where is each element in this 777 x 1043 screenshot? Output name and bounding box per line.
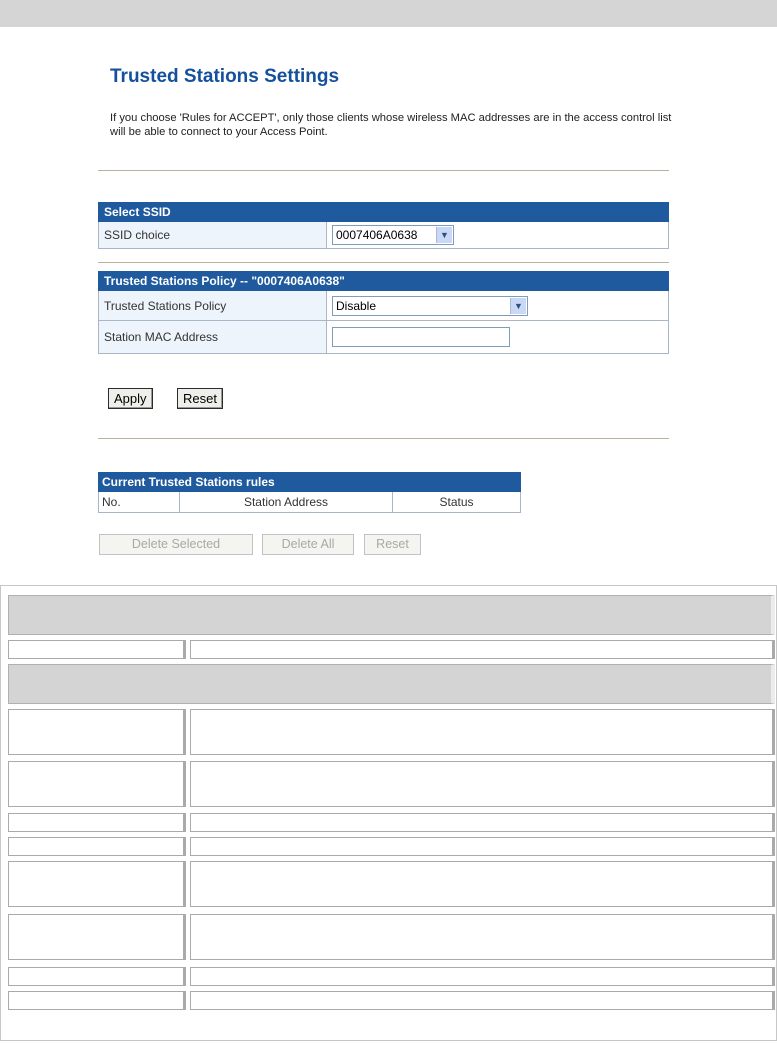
rules-table-header: Current Trusted Stations rules: [99, 473, 521, 492]
chevron-down-icon[interactable]: ▼: [510, 298, 526, 314]
mac-address-input[interactable]: [332, 327, 510, 347]
rules-reset-button[interactable]: Reset: [364, 534, 421, 555]
page-description: If you choose 'Rules for ACCEPT', only those clients whose wireless MAC addresses are in the access control list will be able to connect to your Access Point.: [110, 112, 672, 138]
column-header-station-address: Station Address: [180, 492, 393, 513]
table-row: [8, 761, 775, 807]
table-row: [8, 640, 775, 659]
policy-select[interactable]: [332, 296, 528, 316]
table-row: [8, 861, 775, 907]
divider: [98, 438, 669, 439]
apply-button[interactable]: Apply: [108, 388, 153, 409]
table-row: [8, 709, 775, 755]
ssid-section-header: Select SSID: [99, 203, 669, 222]
table-row: [8, 813, 775, 832]
table-row: [8, 967, 775, 986]
table-row: [8, 991, 775, 1010]
column-header-status: Status: [393, 492, 521, 513]
delete-selected-button[interactable]: Delete Selected: [99, 534, 253, 555]
policy-section-header: Trusted Stations Policy -- "0007406A0638": [99, 272, 669, 291]
top-banner: [0, 0, 777, 27]
table-row: [8, 837, 775, 856]
divider: [98, 170, 669, 171]
rules-table: [98, 472, 521, 513]
ssid-select[interactable]: [332, 225, 454, 245]
column-header-no: No.: [99, 492, 180, 513]
table-header-row: [8, 664, 775, 704]
reset-button[interactable]: Reset: [177, 388, 223, 409]
table-header-row: [8, 595, 775, 635]
ssid-choice-label: SSID choice: [99, 222, 327, 249]
divider: [98, 262, 669, 263]
chevron-down-icon[interactable]: ▼: [436, 227, 452, 243]
policy-table: [98, 271, 669, 354]
delete-all-button[interactable]: Delete All: [262, 534, 354, 555]
policy-label: Trusted Stations Policy: [99, 291, 327, 321]
mac-address-label: Station MAC Address: [99, 321, 327, 354]
table-row: [8, 914, 775, 960]
ssid-table: [98, 202, 669, 249]
document-table: [0, 585, 777, 1041]
policy-select-value: Disable: [336, 298, 377, 313]
page-title: Trusted Stations Settings: [110, 66, 340, 87]
ssid-select-value: 0007406A0638: [336, 228, 418, 242]
